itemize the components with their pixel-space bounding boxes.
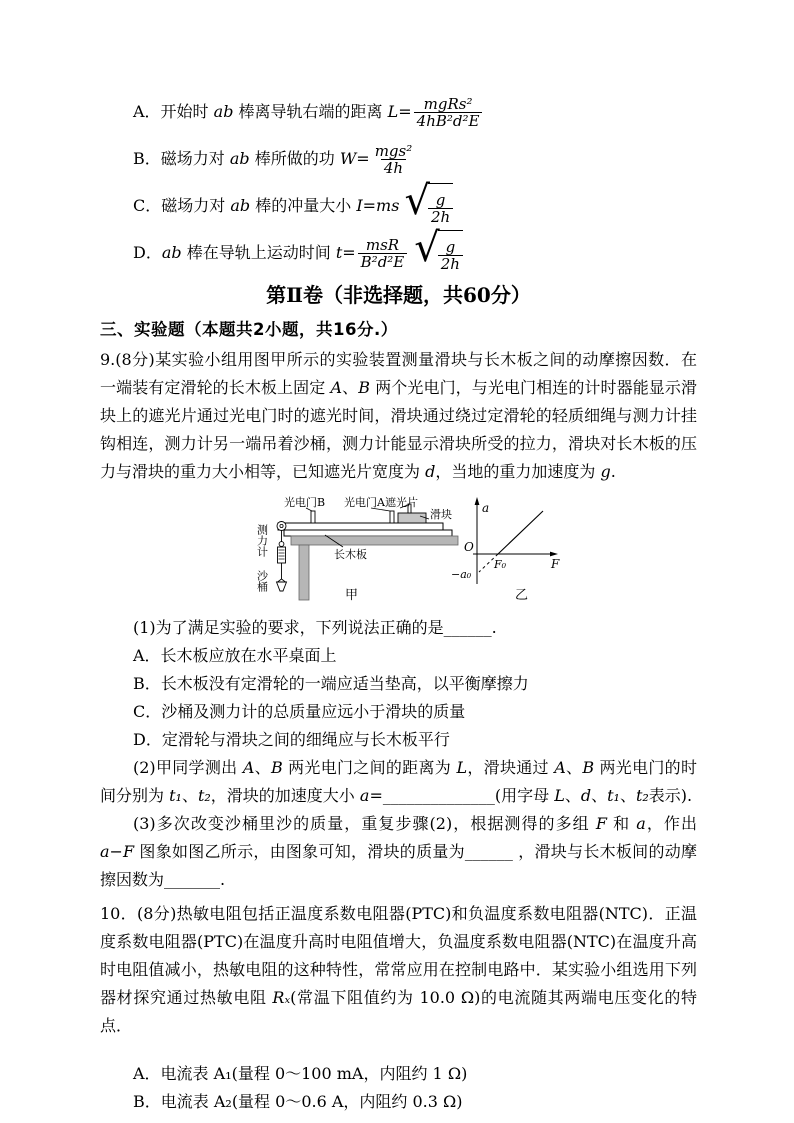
neg-a0-label: −a₀ xyxy=(451,568,472,581)
q10-stem: 10．(8分)热敏电阻包括正温度系数电阻器(PTC)和负温度系数电阻器(NTC)．正温度系数电阻器(PTC)在温度升高时电阻值增大，负温度系数电阻器(NTC)在温度升高时电阻值减小，热敏电阻的这种特性，常常应用在控制电路中．某实验小组选用下列器材探究通过热敏电阻 Rₓ(常温下阻值约为 10.0 Ω)的电流随其两端电压变化的特点． xyxy=(100,904,697,1035)
slider-label: 滑块 xyxy=(430,508,452,521)
rail-rect xyxy=(278,523,443,530)
q9-stem: 9.(8分)某实验小组用图甲所示的实验装置测量滑块与长木板之间的动摩擦因数．在一端装有定滑轮的长木板上固定 A、B 两个光电门，与光电门相连的计时器能显示滑块上的遮光片通过光电门时的遮光时间，滑块通过绕过定滑轮的轻质细绳与测力计挂钩相连，测力计另一端吊着沙桶，测力计能显示滑块所受的拉力，滑块对长木板的压力与滑块的重力大小相等，已知遮光片宽度为 d，当地的重力加速度为 g. xyxy=(100,350,697,481)
q9-sub1-option-a: A．长木板应放在水平桌面上 xyxy=(133,646,337,665)
origin-label: O xyxy=(464,540,474,554)
table-leg xyxy=(299,545,309,600)
figure-jia xyxy=(256,495,459,603)
q9-sub1-option-c: C．沙桶及测力计的总质量应远小于滑块的质量 xyxy=(133,702,466,721)
figure-yi xyxy=(451,497,560,603)
photogate-a-post xyxy=(390,511,394,523)
a-axis-label: a xyxy=(482,501,490,515)
board-label: 长木板 xyxy=(334,548,367,561)
slider-block xyxy=(398,513,426,523)
q8-option-b: B．磁场力对 ab 棒所做的功 W= $\frac{\text{mgs²}}{4h}$ xyxy=(133,142,413,177)
af-line-solid xyxy=(498,511,543,554)
force-gauge-icon xyxy=(278,547,286,563)
q8-option-c: C．磁场力对 ab 棒的冲量大小 I=ms √ $\frac{g}{2h}$ xyxy=(100,182,697,229)
q9-sub3: (3)多次改变沙桶里沙的质量，重复步骤(2)，根据测得的多组 F 和 a，作出 a−F 图象如图乙所示，由图象可知，滑块的质量为______ ，滑块与长木板间的动摩擦因数为_______. xyxy=(100,814,697,889)
q8-options xyxy=(100,88,697,276)
photogate-b-post xyxy=(311,511,315,523)
yi-caption: 乙 xyxy=(515,588,529,603)
q9-figure xyxy=(248,488,697,610)
board-rect xyxy=(284,530,452,536)
experiment-figure xyxy=(248,488,598,606)
f0-label: F₀ xyxy=(494,558,507,571)
q8-option-d: D．ab 棒在导轨上运动时间 t= $\frac{\text{msR}}{\text{B²d²E}}$ √ $\frac{g}{2h}$ xyxy=(100,229,697,276)
f-axis-label: F xyxy=(551,557,560,571)
q9-sub1-option-b: B．长木板没有定滑轮的一端应适当垫高，以平衡摩擦力 xyxy=(133,674,529,693)
table-top xyxy=(291,536,458,545)
bucket-label: 沙桶 xyxy=(255,570,269,592)
pulley-icon xyxy=(277,522,286,531)
section3-heading: 三、实验题（本题共2小题，共16分.） xyxy=(100,320,398,339)
jia-caption: 甲 xyxy=(345,588,359,603)
a-axis-arrow xyxy=(475,497,480,505)
photogate-b-label: 光电门B xyxy=(284,496,326,509)
shade-label: 遮光片 xyxy=(385,496,418,509)
q9-sub1-stem: (1)为了满足实验的要求，下列说法正确的是______. xyxy=(133,618,497,637)
q10-option-b: B．电流表 A₂(量程 0～0.6 A，内阻约 0.3 Ω) xyxy=(133,1092,463,1111)
q9-sub2: (2)甲同学测出 A、B 两光电门之间的距离为 L，滑块通过 A、B 两光电门的时间分别为 t₁、t₂，滑块的加速度大小 a=______________(用字母 L、d、t₁、t₂表示). xyxy=(100,758,697,805)
gauge-label: 测力计 xyxy=(255,524,269,557)
photogate-a-label: 光电门A xyxy=(344,496,385,509)
gauge-hook xyxy=(279,542,284,547)
sand-bucket-icon xyxy=(277,582,287,591)
part2-title: 第Ⅱ卷（非选择题，共60分） xyxy=(266,283,531,307)
q9-sub1-option-d: D．定滑轮与滑块之间的细绳应与长木板平行 xyxy=(133,730,450,749)
q10-options xyxy=(100,1060,697,1116)
q10-option-a: A．电流表 A₁(量程 0～100 mA，内阻约 1 Ω) xyxy=(133,1064,468,1083)
f-axis-arrow xyxy=(550,552,558,557)
q8-option-a: A．开始时 ab 棒离导轨右端的距离 L= $\frac{\text{mgRs²}}{\text{4hB²d²E}}$ xyxy=(100,88,697,135)
